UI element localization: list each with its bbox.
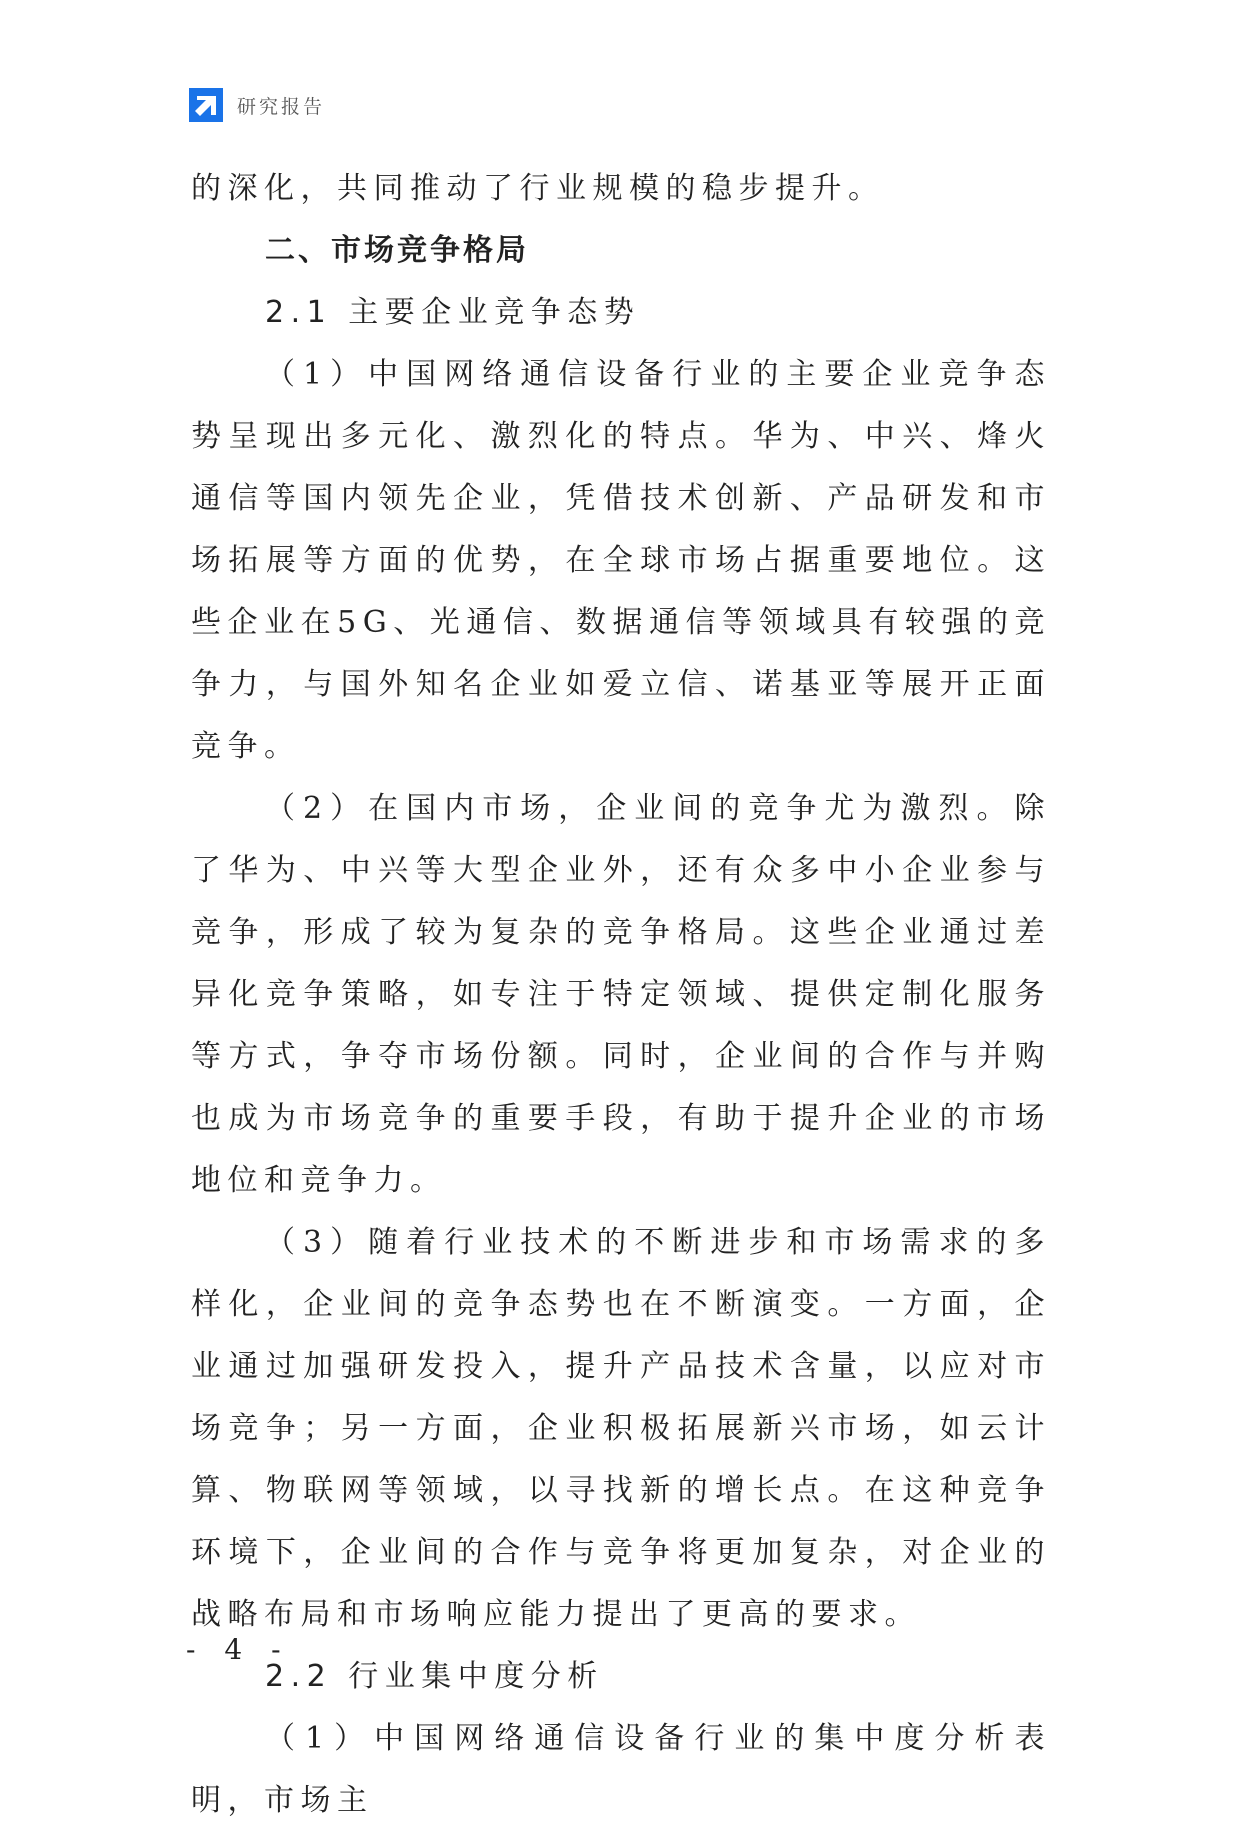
paragraph: （3）随着行业技术的不断进步和市场需求的多样化，企业间的竞争态势也在不断演变。一方面，企业通过加强研发投入，提升产品技术含量，以应对市场竞争；另一方面，企业积极拓展新兴市场，如云计算、物联网等领域，以寻找新的增长点。在这种竞争环境下，企业间的合作与竞争将更加复杂，对企业的战略布局和市场响应能力提出了更高的要求。 [191,1225,1051,1632]
continued-paragraph: 的深化，共同推动了行业规模的稳步提升。 [191,171,885,206]
section-heading: 二、市场竞争格局 [265,233,529,268]
document-body [191,158,1051,1832]
paragraph: （1）中国网络通信设备行业的集中度分析表明，市场主 [191,1721,1051,1818]
page-number: - 4 - [186,1633,291,1666]
arrow-up-right-icon [189,88,223,122]
paragraph: （2）在国内市场，企业间的竞争尤为激烈。除了华为、中兴等大型企业外，还有众多中小企业参与竞争，形成了较为复杂的竞争格局。这些企业通过差异化竞争策略，如专注于特定领域、提供定制化服务等方式，争夺市场份额。同时，企业间的合作与并购也成为市场竞争的重要手段，有助于提升企业的市场地位和竞争力。 [191,791,1051,1198]
subsection-heading: 2.2 行业集中度分析 [265,1659,604,1694]
report-type-label: 研究报告 [237,95,326,118]
report-header [189,88,325,122]
paragraph: （1）中国网络通信设备行业的主要企业竞争态势呈现出多元化、激烈化的特点。华为、中兴、烽火通信等国内领先企业，凭借技术创新、产品研发和市场拓展等方面的优势，在全球市场占据重要地位。这些企业在5G、光通信、数据通信等领域具有较强的竞争力，与国外知名企业如爱立信、诺基亚等展开正面竞争。 [191,357,1051,764]
subsection-heading: 2.1 主要企业竞争态势 [265,295,641,330]
